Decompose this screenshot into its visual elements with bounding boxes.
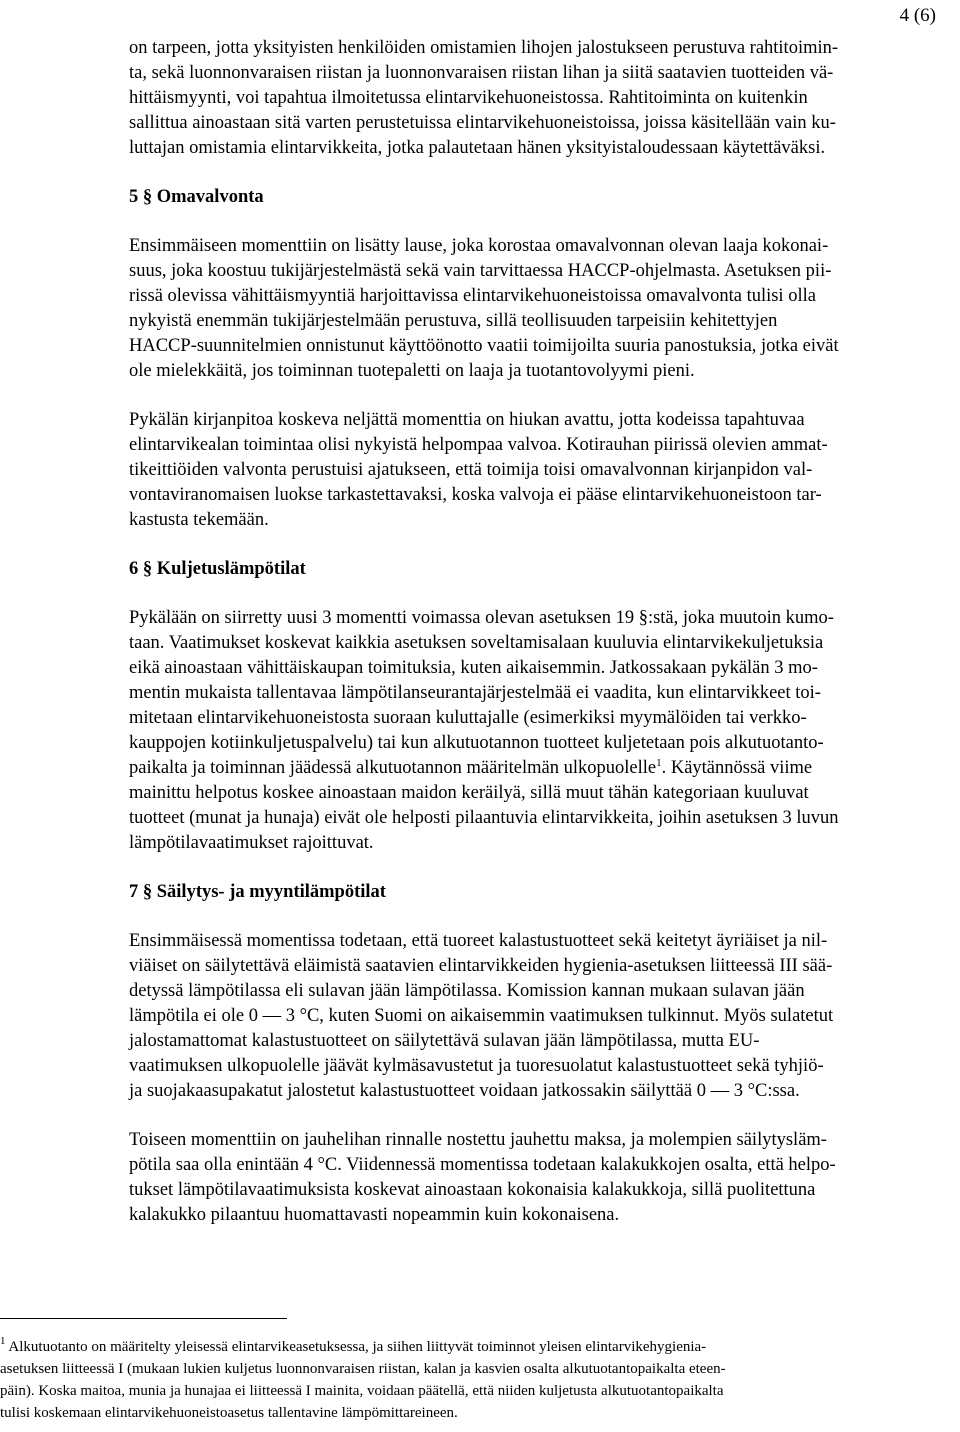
footnote (0, 1336, 960, 1424)
text-line: taan. Vaatimukset koskevat kaikkia asetuksen soveltamisalaan kuuluvia elintarvikekuljetuksia (129, 633, 824, 653)
document-body (129, 36, 960, 1252)
section7-paragraph-2 (129, 1128, 960, 1228)
footnote-text: Alkutuotanto on määritelty yleisessä elintarvikeasetuksessa, ja siihen liittyvät toiminnot yleisen elintarvikehygienia- (5, 1339, 707, 1355)
text-line: eikä ainoastaan vähittäiskaupan toimituksia, kuten aikaisemmin. Jatkossakaan pykälän 3 mo- (129, 658, 818, 678)
text-line: jalostamattomat kalastustuotteet on säilytettävä sulavan jään lämpötilassa, mutta EU- (129, 1031, 760, 1051)
text-line: viäiset on säilytettävä eläimistä saatavien elintarvikkeiden hygienia-asetuksen liitteessä III sää- (129, 956, 833, 976)
footnote-separator (0, 1318, 287, 1319)
text-line: kastusta tekemään. (129, 510, 269, 530)
intro-paragraph (129, 36, 960, 161)
text-line: suus, joka koostuu tukijärjestelmästä sekä vain tarvittaessa HACCP-ohjelmasta. Asetuksen pii- (129, 261, 832, 281)
text-line: vaatimuksen ulkopuolelle jäävät kylmäsavustetut ja tuoresuolatut kalastustuotteet sekä tyhjiö- (129, 1056, 824, 1076)
text-line: ta, sekä luonnonvaraisen riistan ja luonnonvaraisen riistan lihan ja siitä saatavien tuotteiden vä- (129, 63, 834, 83)
text-line: lämpötilavaatimukset rajoittuvat. (129, 833, 374, 853)
text-line: Pykälään on siirretty uusi 3 momentti voimassa olevan asetuksen 19 §:stä, joka muutoin kumo- (129, 608, 834, 628)
text-line: mentin mukaista tallentavaa lämpötilanseurantajärjestelmää ei vaadita, kun elintarvikkeet toi- (129, 683, 821, 703)
text-line: tikeittiöiden valvonta perustuisi ajatukseen, että toimija toisi omavalvonnan kirjanpidon val- (129, 460, 813, 480)
page-number: 4 (6) (899, 5, 936, 26)
text-line: HACCP-suunnitelmien onnistunut käyttöönotto vaatii toimijoilta suuria panostuksia, jotka eivät (129, 336, 839, 356)
text-line: Ensimmäiseen momenttiin on lisätty lause, joka korostaa omavalvonnan olevan laaja kokonai- (129, 236, 829, 256)
text-line: lämpötila ei ole 0 — 3 °C, kuten Suomi on aikaisemmin vaatimuksen tulkinnut. Myös sulatetut (129, 1006, 834, 1026)
text-line: vontaviranomaisen luokse tarkastettavaksi, koska valvoja ei pääse elintarvikehuoneistoon tar- (129, 485, 822, 505)
text-line: tuotteet (munat ja hunaja) eivät ole helposti pilaantuvia elintarvikkeita, joihin asetuksen 3 luvun (129, 808, 839, 828)
section5-paragraph-1 (129, 234, 960, 384)
text-line: luttajan omistamia elintarvikkeita, jotka palautetaan hänen yksityistaloudessaan käytettäväksi. (129, 138, 826, 158)
footnote-line: tulisi koskemaan elintarvikehuoneistoasetus tallentavine lämpömittareineen. (0, 1405, 458, 1421)
text-line: kauppojen kotiinkuljetuspalvelu) tai kun alkutuotannon tuotteet kuljetetaan pois alkutuotanto- (129, 733, 824, 753)
footnote-reference[interactable]: 1 (656, 757, 662, 769)
text-line: elintarvikealan toimintaa olisi nykyistä helpompaa valvoa. Kotirauhan piirissä olevien ammat- (129, 435, 828, 455)
footnote-line: päin). Koska maitoa, munia ja hunajaa ei liitteessä I mainita, voidaan päätellä, että niiden kuljetusta alkutuotantopaikalta (0, 1383, 724, 1399)
footnote-number: 1 (0, 1335, 6, 1347)
text-line: tukset lämpötilavaatimuksista koskevat ainoastaan kokonaisia kalakukkoja, sillä puolitettuna (129, 1180, 816, 1200)
text-line: ja suojakaasupakatut jalostetut kalastustuotteet voidaan jatkossakin säilyttää 0 — 3 °C:ssa. (129, 1081, 800, 1101)
text-line: nykyistä enemmän tukijärjestelmään perustuva, sillä teollisuuden tarpeisiin kehitettyjen (129, 311, 778, 331)
text-fragment: paikalta ja toiminnan jäädessä alkutuotannon määritelmän ulkopuolelle (129, 758, 657, 778)
text-fragment: . Käytännössä viime (661, 758, 813, 778)
footnote-line (0, 1336, 960, 1358)
text-line: mitetaan elintarvikehuoneistosta suoraan kuluttajalle (esimerkiksi myymälöiden tai verkko- (129, 708, 807, 728)
section-heading-sailytys-ja-myyntilampotilat: 7 § Säilytys- ja myyntilämpötilat (129, 882, 386, 902)
text-line: detyssä lämpötilassa eli sulavan jään lämpötilassa. Komission kannan mukaan sulavan jään (129, 981, 805, 1001)
text-line: Ensimmäisessä momentissa todetaan, että tuoreet kalastustuotteet sekä keitetyt äyriäiset ja nil- (129, 931, 828, 951)
text-line: on tarpeen, jotta yksityisten henkilöiden omistamien lihojen jalostukseen perustuva rahtitoimin- (129, 38, 839, 58)
text-line: hittäismyynti, voi tapahtua ilmoitetussa elintarvikehuoneistossa. Rahtitoiminta on kuitenkin (129, 88, 808, 108)
section5-paragraph-2 (129, 408, 960, 533)
text-line: Toiseen momenttiin on jauhelihan rinnalle nostettu jauhettu maksa, ja molempien säilytysläm- (129, 1130, 827, 1150)
section-heading-kuljetuslampotilat: 6 § Kuljetuslämpötilat (129, 559, 306, 579)
section7-paragraph-1 (129, 929, 960, 1104)
text-line: sallittua ainoastaan sitä varten perustetuissa elintarvikehuoneistoissa, joissa käsitellään vain ku- (129, 113, 836, 133)
text-line: pötila saa olla enintään 4 °C. Viidennessä momentissa todetaan kalakukkojen osalta, että helpo- (129, 1155, 836, 1175)
text-line: mainittu helpotus koskee ainoastaan maidon keräilyä, sillä muut tähän kategoriaan kuuluvat (129, 783, 809, 803)
section6-paragraph (129, 606, 960, 856)
footnote-line: asetuksen liitteessä I (mukaan lukien kuljetus luonnonvaraisen riistan, kalan ja kasvien osalta alkutuotantopaikalta eteen- (0, 1361, 726, 1377)
text-line: ole mielekkäitä, jos toiminnan tuotepaletti on laaja ja tuotantovolyymi pieni. (129, 361, 695, 381)
section-heading-omavalvonta: 5 § Omavalvonta (129, 187, 264, 207)
text-line: rissä olevissa vähittäismyyntiä harjoittavissa elintarvikehuoneistoissa omavalvonta tulisi olla (129, 286, 816, 306)
text-line: Pykälän kirjanpitoa koskeva neljättä momenttia on hiukan avattu, jotta kodeissa tapahtuvaa (129, 410, 805, 430)
text-line-with-footnote-ref (129, 756, 960, 781)
text-line: kalakukko pilaantuu huomattavasti nopeammin kuin kokonaisena. (129, 1205, 620, 1225)
